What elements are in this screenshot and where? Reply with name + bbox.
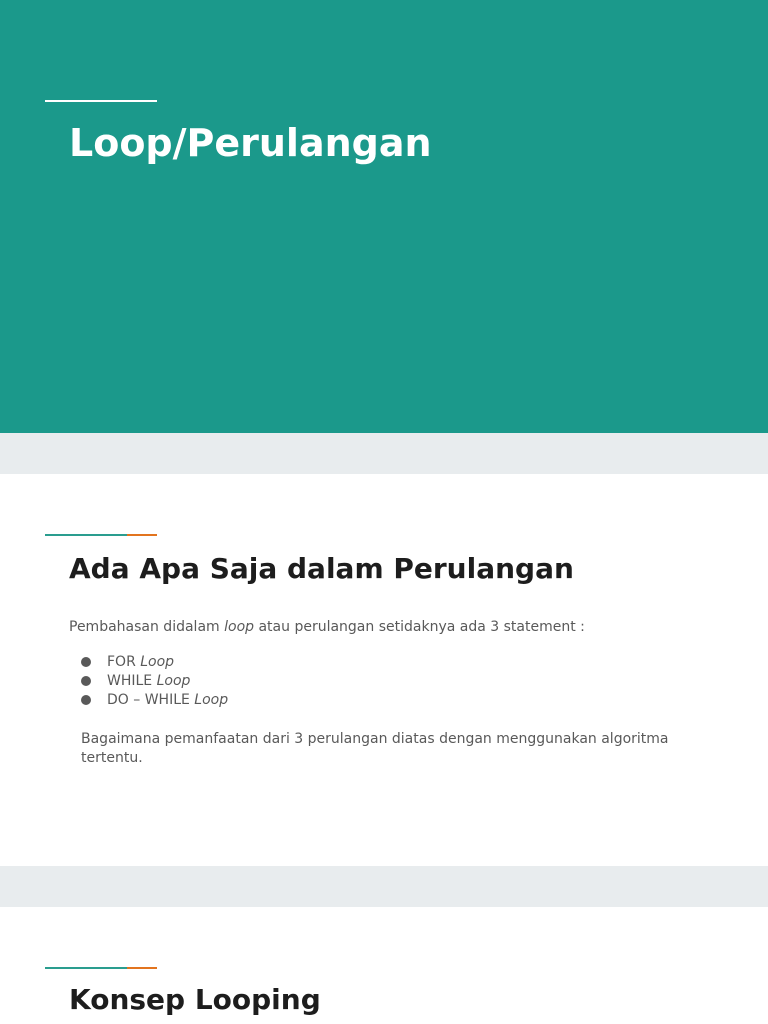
slide-heading: Konsep Looping — [69, 983, 321, 1016]
intro-paragraph: Pembahasan didalam loop atau perulangan setidaknya ada 3 statement : — [69, 619, 585, 635]
closing-paragraph: Bagaimana pemanfaatan dari 3 perulangan diatas dengan menggunakan algoritma tertentu. — [81, 731, 669, 766]
list-item: FOR Loop — [81, 653, 228, 672]
slide-loop-types — [0, 474, 768, 866]
accent-line — [45, 534, 157, 536]
slide-title — [0, 0, 768, 433]
slide-title-heading: Loop/Perulangan — [69, 121, 432, 165]
list-item: WHILE Loop — [81, 672, 228, 691]
loop-type-list — [81, 653, 228, 710]
list-item: DO – WHILE Loop — [81, 691, 228, 710]
slide-konsep-looping — [0, 907, 768, 1024]
accent-line — [45, 100, 157, 102]
bullet-icon — [81, 676, 91, 686]
bullet-icon — [81, 695, 91, 705]
accent-line — [45, 967, 157, 969]
slide-heading: Ada Apa Saja dalam Perulangan — [69, 552, 574, 585]
bullet-icon — [81, 657, 91, 667]
